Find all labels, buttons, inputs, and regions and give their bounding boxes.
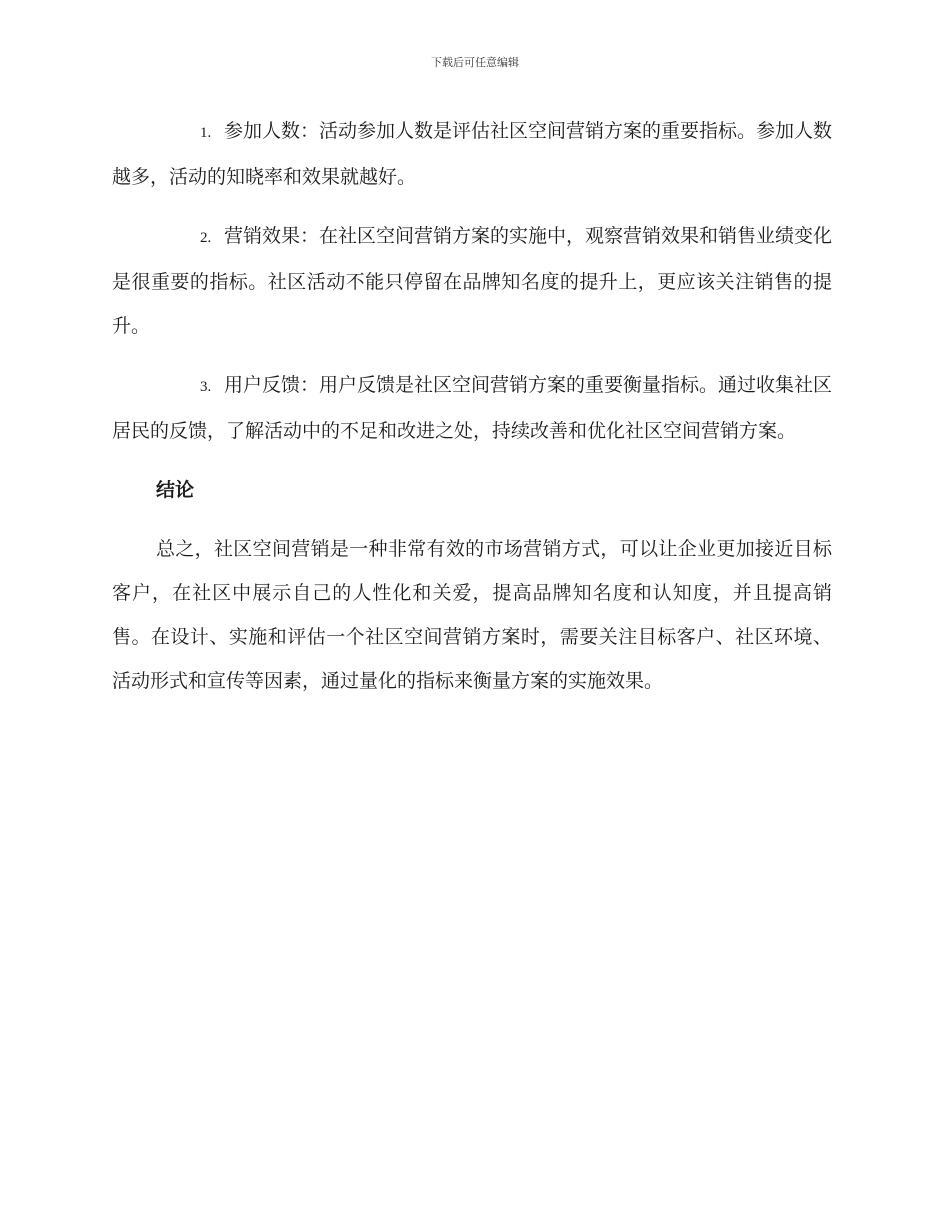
section-heading: 结论 [156, 479, 195, 501]
list-item-text: 用户反馈：用户反馈是社区空间营销方案的重要衡量指标。通过收集社区居民的反馈，了解活动中的不足和改进之处，持续改善和优化社区空间营销方案。 [112, 374, 833, 442]
list-item [112, 214, 832, 348]
list-item [112, 363, 832, 453]
list-item [112, 109, 832, 199]
list-item-text: 参加人数：活动参加人数是评估社区空间营销方案的重要指标。参加人数越多，活动的知晓率和效果就越好。 [112, 120, 833, 188]
header-note: 下载后可任意编辑 [431, 56, 519, 69]
conclusion-paragraph: 总之，社区空间营销是一种非常有效的市场营销方式，可以让企业更加接近目标客户，在社区中展示自己的人性化和关爱，提高品牌知名度和认知度，并且提高销售。在设计、实施和评估一个社区空间营销方案时，需要关注目标客户、社区环境、活动形式和宣传等因素，通过量化的指标来衡量方案的实施效果。 [112, 538, 832, 692]
list-item-number: 3. [200, 379, 212, 395]
list-item-text: 营销效果：在社区空间营销方案的实施中，观察营销效果和销售业绩变化是很重要的指标。社区活动不能只停留在品牌知名度的提升上，更应该关注销售的提升。 [112, 225, 833, 337]
list-item-number: 2. [200, 230, 212, 246]
document-body [112, 109, 832, 718]
list-item-number: 1. [200, 125, 212, 141]
